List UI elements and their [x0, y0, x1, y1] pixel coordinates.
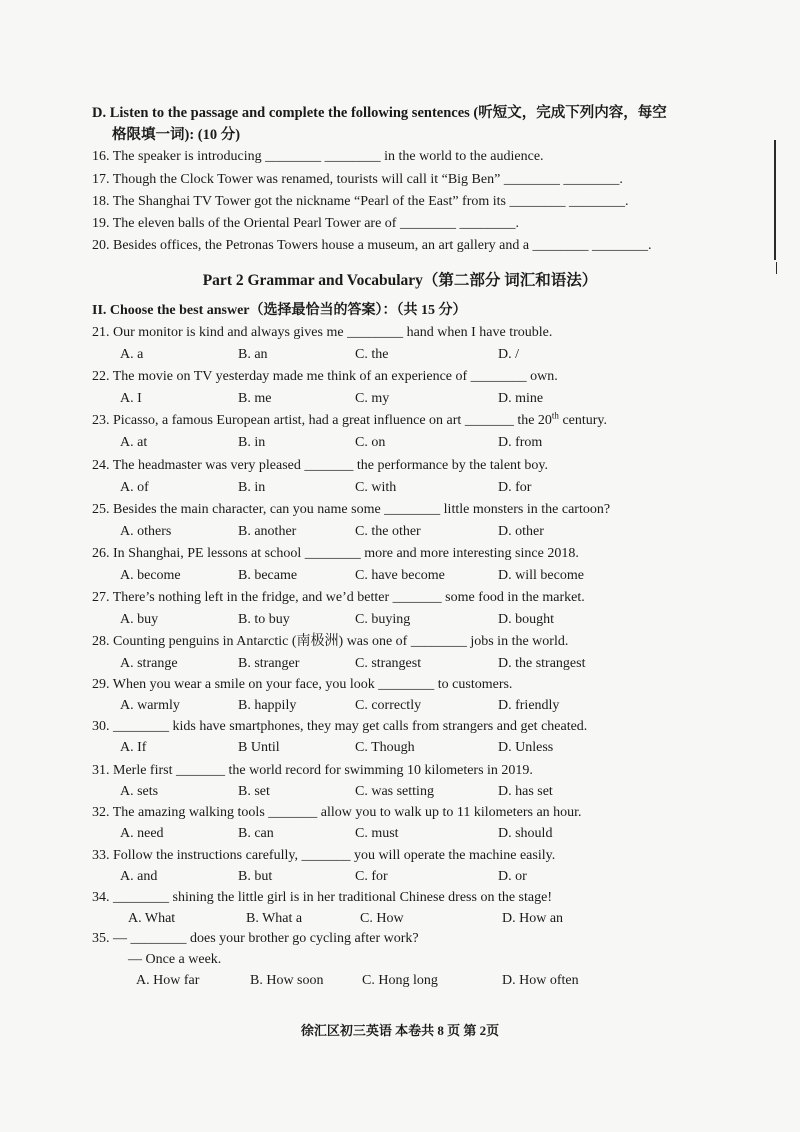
option-b: B. me [238, 391, 272, 406]
question-18: 18. The Shanghai TV Tower got the nickname “Pearl of the East” from its ________ ________. [92, 194, 629, 209]
question-26: 26. In Shanghai, PE lessons at school ________ more and more interesting since 2018. [92, 546, 579, 561]
option-b: B. stranger [238, 656, 300, 671]
option-d: D. Unless [498, 740, 554, 755]
option-d: D. from [498, 435, 543, 450]
option-c: C. with [355, 480, 397, 495]
option-c: C. Though [355, 740, 415, 755]
option-b: B. became [238, 568, 298, 583]
option-a: A. at [120, 435, 148, 450]
option-c: C. on [355, 435, 386, 450]
option-c: C. must [355, 826, 399, 841]
question-31: 31. Merle first _______ the world record for swimming 10 kilometers in 2019. [92, 763, 533, 778]
option-c: C. strangest [355, 656, 422, 671]
question-23 [92, 412, 607, 430]
option-b: B. an [238, 347, 268, 362]
option-a: A. of [120, 480, 149, 495]
question-16: 16. The speaker is introducing ________ ________ in the world to the audience. [92, 149, 544, 164]
option-b: B. set [238, 784, 270, 799]
option-a: A. How far [136, 973, 200, 988]
question-32: 32. The amazing walking tools _______ allow you to walk up to 11 kilometers an hour. [92, 805, 582, 820]
option-c: C. my [355, 391, 390, 406]
question-20: 20. Besides offices, the Petronas Towers house a museum, an art gallery and a ________ ________. [92, 238, 652, 253]
option-d: D. for [498, 480, 532, 495]
page-footer: 徐汇区初三英语 本卷共 8 页 第 2页 [300, 1023, 500, 1038]
option-a: A. need [120, 826, 164, 841]
option-a: A. sets [120, 784, 159, 799]
option-a: A. become [120, 568, 181, 583]
option-b: B. but [238, 869, 273, 884]
question-23-end: century. [558, 413, 608, 428]
question-23-text: 23. Picasso, a famous European artist, had a great influence on art _______ the 20 [92, 413, 552, 428]
question-34: 34. ________ shining the little girl is in her traditional Chinese dress on the stage! [92, 890, 552, 905]
option-d: D. friendly [498, 698, 560, 713]
option-d: D. or [498, 869, 527, 884]
option-b: B. can [238, 826, 274, 841]
option-b: B Until [238, 740, 280, 755]
question-22: 22. The movie on TV yesterday made me think of an experience of ________ own. [92, 369, 558, 384]
option-b: B. to buy [238, 612, 290, 627]
option-d: D. will become [498, 568, 584, 583]
option-c: C. the other [355, 524, 421, 539]
option-c: C. the [355, 347, 389, 362]
question-35: 35. — ________ does your brother go cycling after work? [92, 931, 419, 946]
option-d: D. mine [498, 391, 544, 406]
section-d-header-cont: 格限填一词): (10 分) [112, 127, 241, 143]
option-d: D. has set [498, 784, 553, 799]
option-c: C. Hong long [362, 973, 438, 988]
margin-scan-tick [776, 262, 777, 274]
option-d: D. How an [502, 911, 564, 926]
option-b: B. What a [246, 911, 303, 926]
option-a: A. strange [120, 656, 178, 671]
option-d: D. How often [502, 973, 579, 988]
option-a: A. a [120, 347, 144, 362]
question-17: 17. Though the Clock Tower was renamed, tourists will call it “Big Ben” ________ ________. [92, 172, 623, 187]
question-27: 27. There’s nothing left in the fridge, and we’d better _______ some food in the market. [92, 590, 585, 605]
option-c: C. have become [355, 568, 445, 583]
option-a: A. buy [120, 612, 159, 627]
option-c: C. buying [355, 612, 411, 627]
option-c: C. was setting [355, 784, 434, 799]
option-c: C. correctly [355, 698, 422, 713]
question-33: 33. Follow the instructions carefully, _______ you will operate the machine easily. [92, 848, 556, 863]
ordinal-suffix: th [551, 410, 559, 421]
option-d: D. / [498, 347, 519, 362]
option-d: D. other [498, 524, 544, 539]
option-b: B. in [238, 480, 266, 495]
option-c: C. How [360, 911, 404, 926]
margin-scan-line [774, 140, 776, 260]
question-24: 24. The headmaster was very pleased _______ the performance by the talent boy. [92, 458, 549, 473]
option-a: A. I [120, 391, 142, 406]
section-ii-header: II. Choose the best answer（选择最恰当的答案）：（共 15 分） [92, 303, 467, 318]
question-19: 19. The eleven balls of the Oriental Pearl Tower are of ________ ________. [92, 216, 519, 231]
option-a: A. warmly [120, 698, 180, 713]
option-a: A. others [120, 524, 172, 539]
option-b: B. How soon [250, 973, 324, 988]
option-b: B. another [238, 524, 297, 539]
option-d: D. bought [498, 612, 554, 627]
option-b: B. happily [238, 698, 297, 713]
option-b: B. in [238, 435, 266, 450]
question-30: 30. ________ kids have smartphones, they may get calls from strangers and get cheated. [92, 719, 588, 734]
part2-title: Part 2 Grammar and Vocabulary（第二部分 词汇和语法） [202, 272, 598, 289]
question-21: 21. Our monitor is kind and always gives me ________ hand when I have trouble. [92, 325, 553, 340]
question-29: 29. When you wear a smile on your face, you look ________ to customers. [92, 677, 513, 692]
option-a: A. What [128, 911, 176, 926]
option-a: A. If [120, 740, 147, 755]
option-d: D. the strangest [498, 656, 586, 671]
option-a: A. and [120, 869, 158, 884]
option-c: C. for [355, 869, 388, 884]
question-25: 25. Besides the main character, can you name some ________ little monsters in the cartoon? [92, 502, 611, 517]
question-35-reply: — Once a week. [128, 952, 222, 967]
question-28: 28. Counting penguins in Antarctic (南极洲) was one of ________ jobs in the world. [92, 634, 569, 649]
section-d-header: D. Listen to the passage and complete the following sentences (听短文，完成下列内容，每空 [92, 105, 667, 121]
option-d: D. should [498, 826, 553, 841]
